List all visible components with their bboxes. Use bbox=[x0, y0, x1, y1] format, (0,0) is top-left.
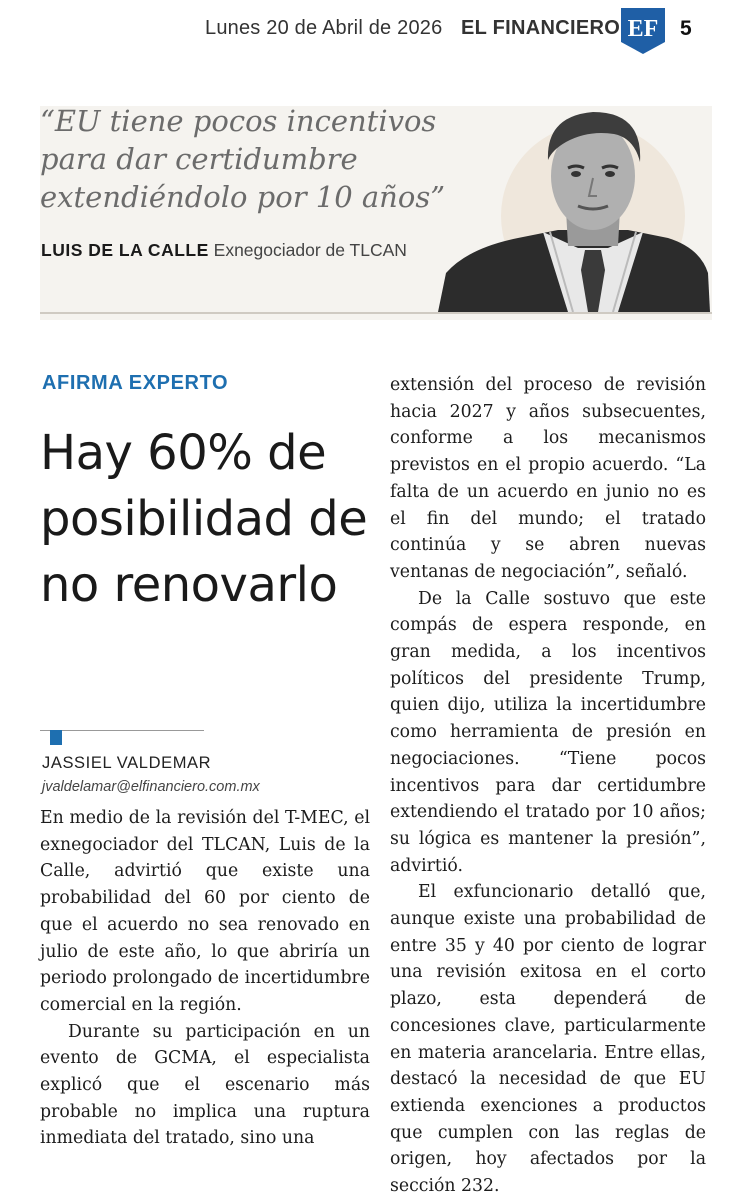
pull-quote-text: “EU tiene pocos incentivos para dar certidumbre extendiéndolo por 10 años” bbox=[40, 104, 446, 214]
body-paragraph: extensión del proceso de revisión hacia 2027 y años subsecuentes, conforme a los mecanismos previstos en el propio acuerdo. “La falta de un acuerdo en junio no es el fin del mundo; el tratado continúa y se abren nuevas ventanas de negociación”, señaló. bbox=[390, 375, 706, 582]
speaker-portrait bbox=[438, 98, 710, 312]
pull-quote-block bbox=[36, 88, 726, 324]
body-column-left bbox=[40, 805, 370, 1152]
body-paragraph: De la Calle sostuvo que este compás de espera responde, en gran medida, a los incentivos políticos del presidente Trump, quien dijo, utiliza la incertidumbre como herramienta de presión en negociaciones. “Tiene pocos incentivos para dar certidumbre extendiendo el tratado por 10 años; su lógica es mantener la presión”, advirtió. bbox=[390, 588, 706, 876]
body-paragraph: Durante su participación en un evento de GCMA, el especialista explicó que el escenario más probable no implica una ruptura inmediata del tratado, sino una bbox=[40, 1021, 370, 1149]
byline-email: jvaldelamar@elfinanciero.com.mx bbox=[42, 779, 260, 795]
body-paragraph: El exfuncionario detalló que, aunque existe una probabilidad de entre 35 y 40 por ciento de lograr una revisión exitosa en el corto plazo, esta dependerá de concesiones clave, particularmente en materia arancelaria. Entre ellas, destacó la necesidad de que EU extienda exenciones a productos que cumplen con las reglas de origen, hoy afectados por la sección 232. bbox=[390, 882, 706, 1197]
el-financiero-logo bbox=[621, 8, 665, 54]
body-column-right bbox=[390, 372, 706, 1200]
byline-author: JASSIEL VALDEMAR bbox=[42, 754, 212, 772]
speaker-name: LUIS DE LA CALLE bbox=[41, 240, 209, 260]
issue-date: Lunes 20 de Abril de 2026 bbox=[205, 17, 443, 39]
publication-name: EL FINANCIERO bbox=[461, 17, 621, 39]
speaker-role: Exnegociador de TLCAN bbox=[213, 240, 407, 260]
byline-rule bbox=[40, 730, 204, 731]
page-number: 5 bbox=[680, 17, 692, 40]
quote-attribution bbox=[41, 240, 407, 261]
body-paragraph: En medio de la revisión del T-MEC, el exnegociador del TLCAN, Luis de la Calle, advirtió que existe una probabilidad del 60 por ciento de que el acuerdo no sea renovado en julio de este año, lo que abriría un periodo prolongado de incertidumbre comercial en la región. bbox=[40, 808, 370, 1015]
svg-text:EF: EF bbox=[627, 16, 659, 42]
byline-marker bbox=[50, 730, 62, 745]
page-header bbox=[0, 0, 747, 60]
article-kicker: AFIRMA EXPERTO bbox=[42, 372, 229, 394]
article-headline: Hay 60% de posibilidad de no renovarlo bbox=[40, 425, 368, 613]
quote-bottom-rule bbox=[40, 312, 712, 314]
